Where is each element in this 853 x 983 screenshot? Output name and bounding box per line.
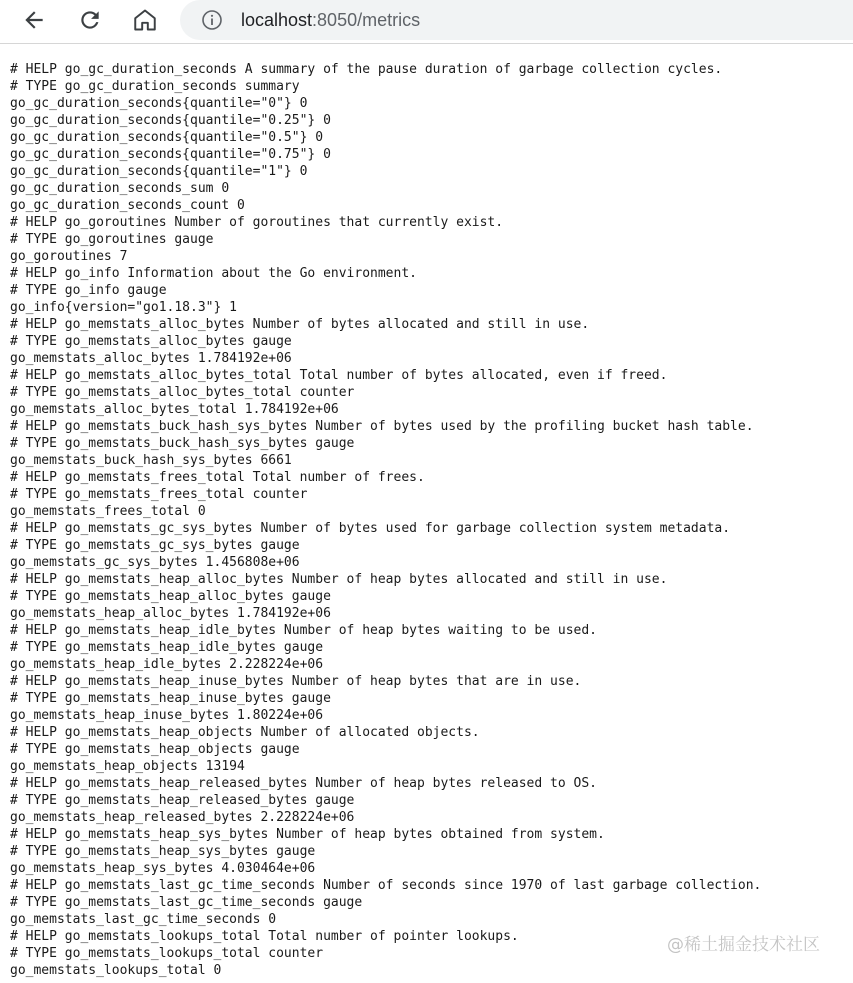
metric-line: go_memstats_gc_sys_bytes 1.456808e+06 <box>10 555 300 570</box>
metric-line: # HELP go_gc_duration_seconds A summary of the pause duration of garbage collection cycles. <box>10 62 723 77</box>
metric-line: # HELP go_memstats_alloc_bytes_total Total number of bytes allocated, even if freed. <box>10 368 668 383</box>
metric-line: go_memstats_alloc_bytes_total 1.784192e+06 <box>10 402 339 417</box>
home-button[interactable] <box>127 4 163 36</box>
metric-line: go_memstats_alloc_bytes 1.784192e+06 <box>10 351 292 366</box>
metric-line: go_memstats_heap_sys_bytes 4.030464e+06 <box>10 861 316 876</box>
metric-line: # TYPE go_memstats_heap_idle_bytes gauge <box>10 640 324 655</box>
metric-line: go_memstats_heap_released_bytes 2.228224e+06 <box>10 810 355 825</box>
metric-line: go_memstats_heap_objects 13194 <box>10 759 245 774</box>
metric-line: # HELP go_goroutines Number of goroutines that currently exist. <box>10 215 504 230</box>
metric-line: # TYPE go_gc_duration_seconds summary <box>10 79 300 94</box>
metric-line: go_gc_duration_seconds{quantile="1"} 0 <box>10 164 308 179</box>
metric-line: # HELP go_memstats_gc_sys_bytes Number of bytes used for garbage collection system metadata. <box>10 521 731 536</box>
metric-line: # TYPE go_memstats_heap_inuse_bytes gauge <box>10 691 331 706</box>
metric-line: go_memstats_heap_alloc_bytes 1.784192e+06 <box>10 606 331 621</box>
address-bar[interactable] <box>180 0 853 40</box>
metric-line: # HELP go_memstats_frees_total Total number of frees. <box>10 470 425 485</box>
metric-line: go_memstats_buck_hash_sys_bytes 6661 <box>10 453 292 468</box>
metric-line: # TYPE go_goroutines gauge <box>10 232 214 247</box>
metric-line: go_gc_duration_seconds{quantile="0.5"} 0 <box>10 130 324 145</box>
metric-line: # TYPE go_memstats_heap_sys_bytes gauge <box>10 844 316 859</box>
metric-line: go_gc_duration_seconds{quantile="0"} 0 <box>10 96 308 111</box>
metric-line: # TYPE go_memstats_alloc_bytes gauge <box>10 334 292 349</box>
reload-button[interactable] <box>72 4 108 36</box>
metric-line: # TYPE go_memstats_frees_total counter <box>10 487 308 502</box>
metric-line: go_memstats_heap_inuse_bytes 1.80224e+06 <box>10 708 324 723</box>
metric-line: # HELP go_memstats_heap_sys_bytes Number of heap bytes obtained from system. <box>10 827 605 842</box>
back-button[interactable] <box>16 4 52 36</box>
metric-line: # HELP go_memstats_heap_alloc_bytes Number of heap bytes allocated and still in use. <box>10 572 668 587</box>
metric-line: # HELP go_info Information about the Go environment. <box>10 266 417 281</box>
metric-line: # TYPE go_memstats_heap_released_bytes gauge <box>10 793 355 808</box>
arrow-left-icon <box>21 7 47 33</box>
metric-line: go_gc_duration_seconds_count 0 <box>10 198 245 213</box>
metric-line: # TYPE go_memstats_lookups_total counter <box>10 946 324 961</box>
metrics-text-body <box>10 61 853 983</box>
metric-line: # TYPE go_memstats_buck_hash_sys_bytes gauge <box>10 436 355 451</box>
metric-line: go_memstats_last_gc_time_seconds 0 <box>10 912 277 927</box>
metric-line: # HELP go_memstats_heap_released_bytes Number of heap bytes released to OS. <box>10 776 597 791</box>
metric-line: # HELP go_memstats_alloc_bytes Number of bytes allocated and still in use. <box>10 317 590 332</box>
watermark: @稀土掘金技术社区 <box>667 935 820 955</box>
metric-line: # HELP go_memstats_heap_objects Number of allocated objects. <box>10 725 480 740</box>
url-host: localhost <box>241 10 313 30</box>
metric-line: go_memstats_frees_total 0 <box>10 504 206 519</box>
metric-line: # HELP go_memstats_lookups_total Total number of pointer lookups. <box>10 929 519 944</box>
metric-line: # HELP go_memstats_heap_idle_bytes Number of heap bytes waiting to be used. <box>10 623 597 638</box>
home-icon <box>132 7 158 33</box>
metric-line: # HELP go_memstats_buck_hash_sys_bytes Number of bytes used by the profiling bucket hash table. <box>10 419 754 434</box>
url-path: :8050/metrics <box>312 10 421 30</box>
metric-line: # TYPE go_memstats_last_gc_time_seconds gauge <box>10 895 363 910</box>
metric-line: # TYPE go_info gauge <box>10 283 167 298</box>
reload-icon <box>77 7 103 33</box>
metric-line: go_memstats_lookups_total 0 <box>10 963 222 978</box>
metric-line: go_gc_duration_seconds{quantile="0.75"} 0 <box>10 147 331 162</box>
metric-line: # TYPE go_memstats_gc_sys_bytes gauge <box>10 538 300 553</box>
metric-line: go_goroutines 7 <box>10 249 128 264</box>
browser-toolbar <box>0 0 853 44</box>
metric-line: # TYPE go_memstats_heap_objects gauge <box>10 742 300 757</box>
metric-line: # TYPE go_memstats_heap_alloc_bytes gauge <box>10 589 331 604</box>
metric-line: go_gc_duration_seconds{quantile="0.25"} 0 <box>10 113 331 128</box>
metric-line: # TYPE go_memstats_alloc_bytes_total counter <box>10 385 355 400</box>
metric-line: go_memstats_heap_idle_bytes 2.228224e+06 <box>10 657 324 672</box>
metric-line: go_info{version="go1.18.3"} 1 <box>10 300 237 315</box>
metric-line: # HELP go_memstats_heap_inuse_bytes Number of heap bytes that are in use. <box>10 674 582 689</box>
metric-line: go_gc_duration_seconds_sum 0 <box>10 181 230 196</box>
info-icon[interactable] <box>200 8 224 32</box>
metric-line: # HELP go_memstats_last_gc_time_seconds Number of seconds since 1970 of last garbage collection. <box>10 878 762 893</box>
url-text[interactable] <box>241 9 420 31</box>
